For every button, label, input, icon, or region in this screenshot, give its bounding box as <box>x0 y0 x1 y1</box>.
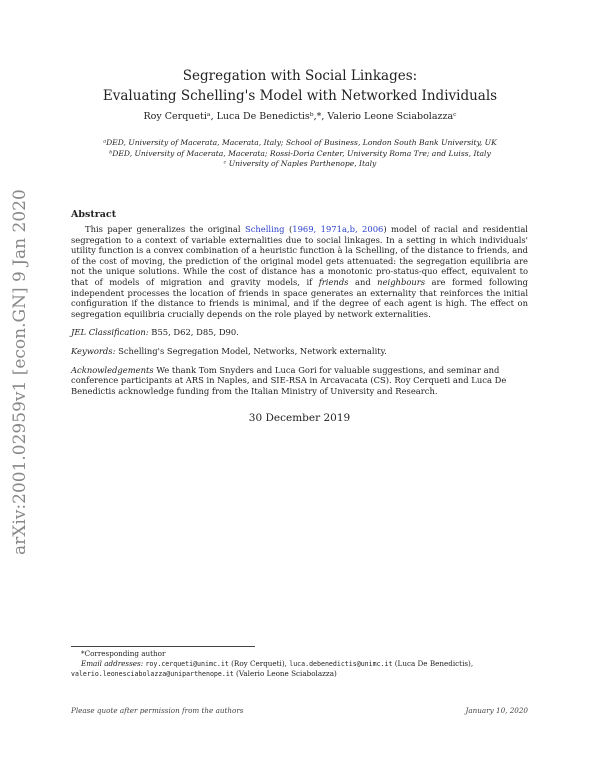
text: friends <box>318 276 349 287</box>
ack-line: We thank Tom Snyders and Luca Gori for valuable suggestions, and seminar and conference <box>71 364 500 386</box>
footnotes <box>71 649 531 679</box>
main-body <box>71 209 528 424</box>
affiliation: ᵃDED, University of Macerata, Macerata, Italy; School of Business, London South Bank University, UK <box>103 138 497 147</box>
text: and <box>348 276 378 287</box>
paper-date: 30 December 2019 <box>248 412 351 425</box>
text: ( <box>284 224 293 234</box>
title-line: Segregation with Social Linkages: <box>182 68 418 84</box>
text: are formed following independent processes the location of friends in space generates an <box>71 276 528 298</box>
text: ) model of racial and residential segregation <box>71 224 528 245</box>
affiliation: ᵇDED, University of Macerata, Macerata; Rossi-Doria Center, University Roma Tre; and Luiss, Italy <box>109 148 491 158</box>
abstract-line: to a context of variable externalities due to social linkages. In a setting in which individuals' utility function is a <box>71 234 528 256</box>
citation-link-schelling[interactable]: Schelling <box>244 224 285 234</box>
email-link[interactable]: roy.cerqueti@unimc.it <box>145 660 229 668</box>
acknowledgements <box>71 365 528 397</box>
affiliation: ᶜ University of Naples Parthenope, Italy <box>223 159 377 168</box>
arxiv-id: arXiv:2001.02959v1 [econ.GN] 9 Jan 2020 <box>10 189 30 555</box>
jel-value: B55, D62, D85, D90. <box>148 327 239 338</box>
abstract-line: prediction of the original model gets attenuated: the segregation equilibria are not the unique solutions. While the <box>71 255 528 277</box>
text: neighbours <box>377 276 426 287</box>
text: This paper generalizes the original <box>85 224 245 234</box>
email-line <box>71 659 531 679</box>
paper-title <box>0 66 600 106</box>
jel-label: JEL Classification: <box>71 327 149 338</box>
abstract-line: cost of distance has a monotonic pro-status-quo effect, equivalent to that of models of migration and gravity models, <box>71 266 528 287</box>
ack-line: participants at ARS in Naples, and SIE-RSA in Arcavacata (CS). Roy Cerqueti and Luca De Benedictis <box>71 375 507 396</box>
authors: Roy Cerquetiᵃ, Luca De Benedictisᵇ,*, Valerio Leone Sciabolazzaᶜ <box>143 111 457 122</box>
text: (Valerio Leone Sciabolazza) <box>233 669 337 678</box>
title-line: Evaluating Schelling's Model with Networked Individuals <box>102 88 498 104</box>
text: (Roy Cerqueti), <box>228 659 290 668</box>
arxiv-stamp <box>10 189 30 555</box>
footer-date: January 10, 2020 <box>465 706 528 715</box>
citation-link-years[interactable]: 1969, 1971a,b, 2006 <box>292 224 384 234</box>
email-link[interactable]: luca.debenedictis@unimc.it <box>289 660 393 668</box>
abstract-body <box>71 224 528 319</box>
keywords-label: Keywords: <box>71 345 116 356</box>
ack-label: Acknowledgements <box>71 364 154 375</box>
abstract-heading: Abstract <box>71 209 117 220</box>
text: if <box>306 276 319 287</box>
ack-line: acknowledge funding from the Italian Ministry of University and Research. <box>118 385 438 396</box>
text: (Luca De Benedictis), <box>392 659 474 668</box>
abstract-line: agent is high. The effect on segregation equilibria crucially depends on the role played by network externalities. <box>71 298 528 319</box>
abstract-line: externality that reinforces the initial configuration if the distance to friends is minimal, and if the degree of each <box>71 287 528 309</box>
jel-classification <box>71 327 528 338</box>
abstract-line: convex combination of a heuristic function à la Schelling, of the distance to friends, and of the cost of moving, the <box>71 245 528 266</box>
corresponding-author-note: *Corresponding author <box>81 649 166 658</box>
footer-note: Please quote after permission from the authors <box>71 706 244 715</box>
keywords <box>71 346 528 357</box>
affiliations <box>0 138 600 170</box>
footnote-rule <box>71 646 255 647</box>
email-label: Email addresses: <box>81 659 144 668</box>
email-link[interactable]: valerio.leonesciabolazza@uniparthenope.it <box>71 670 234 678</box>
keywords-value: Schelling's Segregation Model, Networks, Network externality. <box>115 345 387 356</box>
